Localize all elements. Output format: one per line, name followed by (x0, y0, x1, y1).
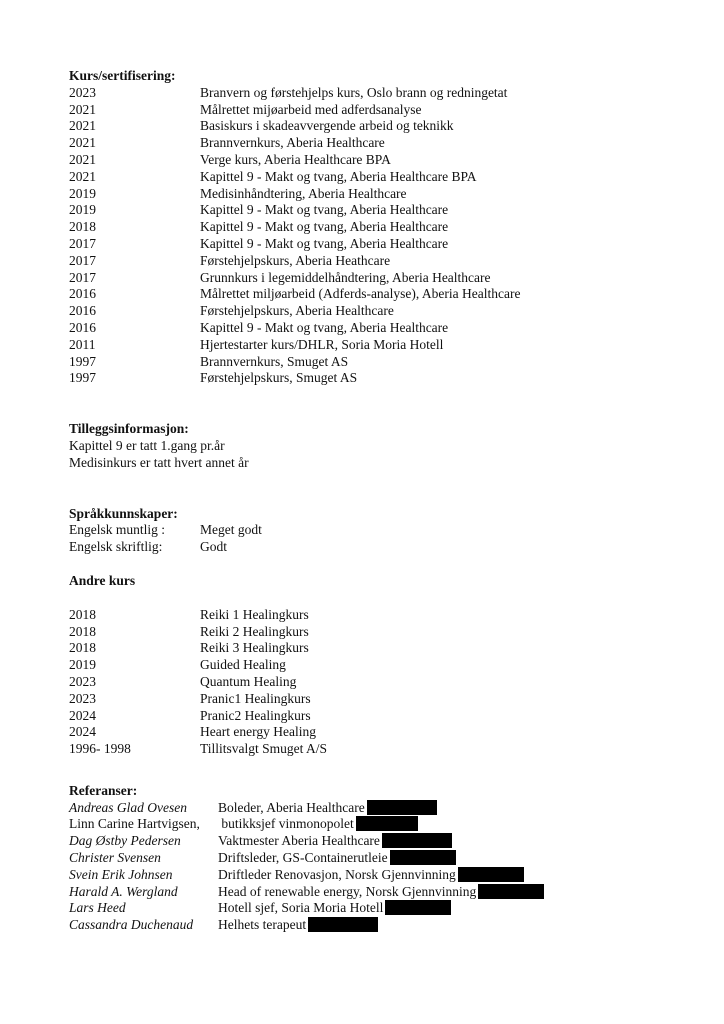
course-row (69, 135, 689, 152)
reference-row (69, 884, 689, 901)
other-course-text: Tillitsvalgt Smuget A/S (200, 741, 328, 757)
other-course-row (69, 624, 689, 641)
reference-row (69, 800, 689, 817)
course-row (69, 320, 689, 337)
reference-role: Head of renewable energy, Norsk Gjennvinning (218, 883, 477, 899)
course-text: Brannvernkurs, Aberia Healthcare (200, 135, 385, 151)
other-course-text: Reiki 2 Healingkurs (200, 623, 309, 639)
reference-name: Cassandra Duchenaud (69, 917, 194, 933)
course-year: 2018 (69, 219, 96, 235)
reference-role: Helhets terapeut (218, 917, 307, 933)
other-course-row (69, 657, 689, 674)
reference-name: Christer Svensen (69, 850, 161, 866)
languages-heading: Språkkunnskaper: (69, 505, 178, 521)
course-text: Brannvernkurs, Smuget AS (200, 353, 349, 369)
redaction-bar (478, 884, 544, 899)
course-year: 2021 (69, 101, 96, 117)
reference-name: Harald A. Wergland (69, 883, 178, 899)
reference-name: Andreas Glad Ovesen (69, 799, 187, 815)
course-row (69, 253, 689, 270)
other-course-row (69, 741, 689, 758)
references-list (69, 800, 689, 934)
course-row (69, 102, 689, 119)
other-course-text: Quantum Healing (200, 673, 297, 689)
course-text: Førstehjelpskurs, Aberia Healthcare (200, 303, 394, 319)
reference-role: Driftsleder, GS-Containerutleie (218, 850, 388, 866)
other-course-row (69, 724, 689, 741)
course-year: 2021 (69, 151, 96, 167)
course-row (69, 152, 689, 169)
course-row (69, 270, 689, 287)
other-course-text: Reiki 1 Healingkurs (200, 606, 309, 622)
references-heading: Referanser: (69, 782, 138, 798)
other-course-year: 2018 (69, 606, 96, 622)
course-text: Hjertestarter kurs/DHLR, Soria Moria Hotell (200, 336, 444, 352)
reference-name: Svein Erik Johnsen (69, 866, 173, 882)
reference-row (69, 833, 689, 850)
other-course-year: 2018 (69, 640, 96, 656)
redaction-bar (390, 850, 456, 865)
course-text: Branvern og førstehjelps kurs, Oslo brann og redningetat (200, 84, 508, 100)
other-course-year: 2024 (69, 724, 96, 740)
course-year: 2016 (69, 303, 96, 319)
course-row (69, 118, 689, 135)
course-row (69, 286, 689, 303)
redaction-bar (367, 800, 437, 815)
course-text: Førstehjelpskurs, Smuget AS (200, 370, 358, 386)
reference-row (69, 816, 689, 833)
course-year: 2011 (69, 336, 96, 352)
course-text: Verge kurs, Aberia Healthcare BPA (200, 151, 391, 167)
other-course-year: 2024 (69, 707, 96, 723)
course-row (69, 337, 689, 354)
course-year: 1997 (69, 370, 96, 386)
other-course-year: 1996- 1998 (69, 741, 131, 757)
reference-role: Boleder, Aberia Healthcare (218, 799, 365, 815)
other-courses-heading: Andre kurs (69, 572, 136, 588)
course-text: Kapittel 9 - Makt og tvang, Aberia Healthcare (200, 202, 449, 218)
other-course-text: Heart energy Healing (200, 724, 316, 740)
course-year: 2019 (69, 185, 96, 201)
redaction-bar (356, 816, 418, 831)
course-row (69, 85, 689, 102)
course-year: 2017 (69, 269, 96, 285)
course-text: Målrettet mijøarbeid med adferdsanalyse (200, 101, 422, 117)
language-level: Meget godt (200, 522, 262, 538)
course-year: 2016 (69, 286, 96, 302)
reference-name: Lars Heed (69, 900, 126, 916)
redaction-bar (308, 917, 378, 932)
course-row (69, 303, 689, 320)
course-text: Basiskurs i skadeavvergende arbeid og teknikk (200, 118, 454, 134)
course-year: 2017 (69, 252, 96, 268)
course-year: 2021 (69, 168, 96, 184)
course-text: Målrettet miljøarbeid (Adferds-analyse), Aberia Healthcare (200, 286, 521, 302)
reference-row (69, 867, 689, 884)
other-course-year: 2023 (69, 673, 96, 689)
courses-list (69, 85, 689, 387)
language-row (69, 539, 689, 556)
reference-row (69, 900, 689, 917)
additional-info-line: Kapittel 9 er tatt 1.gang pr.år (69, 437, 225, 453)
reference-name: Dag Østby Pedersen (69, 833, 181, 849)
course-text: Førstehjelpskurs, Aberia Heathcare (200, 252, 391, 268)
course-text: Kapittel 9 - Makt og tvang, Aberia Healthcare (200, 319, 449, 335)
course-row (69, 236, 689, 253)
courses-heading: Kurs/sertifisering: (69, 68, 176, 83)
other-course-year: 2019 (69, 657, 96, 673)
reference-name: Linn Carine Hartvigsen, (69, 816, 200, 832)
other-course-row (69, 640, 689, 657)
course-year: 2021 (69, 135, 96, 151)
course-year: 2021 (69, 118, 96, 134)
language-label: Engelsk muntlig : (69, 522, 165, 538)
redaction-bar (458, 867, 524, 882)
course-row (69, 186, 689, 203)
other-course-row (69, 607, 689, 624)
other-course-text: Guided Healing (200, 657, 286, 673)
additional-info-line: Medisinkurs er tatt hvert annet år (69, 454, 249, 470)
other-course-text: Pranic2 Healingkurs (200, 707, 311, 723)
course-text: Medisinhåndtering, Aberia Healthcare (200, 185, 407, 201)
other-courses-list (69, 607, 689, 758)
reference-role: Driftleder Renovasjon, Norsk Gjennvinning (218, 866, 456, 882)
course-year: 1997 (69, 353, 96, 369)
other-course-year: 2023 (69, 690, 96, 706)
course-row (69, 202, 689, 219)
course-text: Grunnkurs i legemiddelhåndtering, Aberia Healthcare (200, 269, 491, 285)
other-course-row (69, 691, 689, 708)
language-level: Godt (200, 539, 227, 555)
language-row (69, 522, 689, 539)
cv-page (69, 68, 689, 934)
other-course-year: 2018 (69, 623, 96, 639)
course-row (69, 169, 689, 186)
reference-row (69, 850, 689, 867)
reference-row (69, 917, 689, 934)
course-year: 2023 (69, 84, 96, 100)
course-year: 2017 (69, 235, 96, 251)
language-label: Engelsk skriftlig: (69, 539, 163, 555)
additional-info-heading: Tilleggsinformasjon: (69, 421, 189, 437)
other-course-text: Pranic1 Healingkurs (200, 690, 311, 706)
course-text: Kapittel 9 - Makt og tvang, Aberia Healthcare (200, 219, 449, 235)
course-text: Kapittel 9 - Makt og tvang, Aberia Healthcare (200, 235, 449, 251)
redaction-bar (382, 833, 452, 848)
course-year: 2019 (69, 202, 96, 218)
reference-role: Hotell sjef, Soria Moria Hotell (218, 900, 384, 916)
course-year: 2016 (69, 319, 96, 335)
course-text: Kapittel 9 - Makt og tvang, Aberia Healthcare BPA (200, 168, 477, 184)
course-row (69, 354, 689, 371)
course-row (69, 219, 689, 236)
other-course-row (69, 708, 689, 725)
other-course-text: Reiki 3 Healingkurs (200, 640, 309, 656)
course-row (69, 370, 689, 387)
redaction-bar (385, 900, 451, 915)
reference-role: Vaktmester Aberia Healthcare (218, 833, 380, 849)
other-course-row (69, 674, 689, 691)
reference-role: butikksjef vinmonopolet (218, 816, 354, 832)
